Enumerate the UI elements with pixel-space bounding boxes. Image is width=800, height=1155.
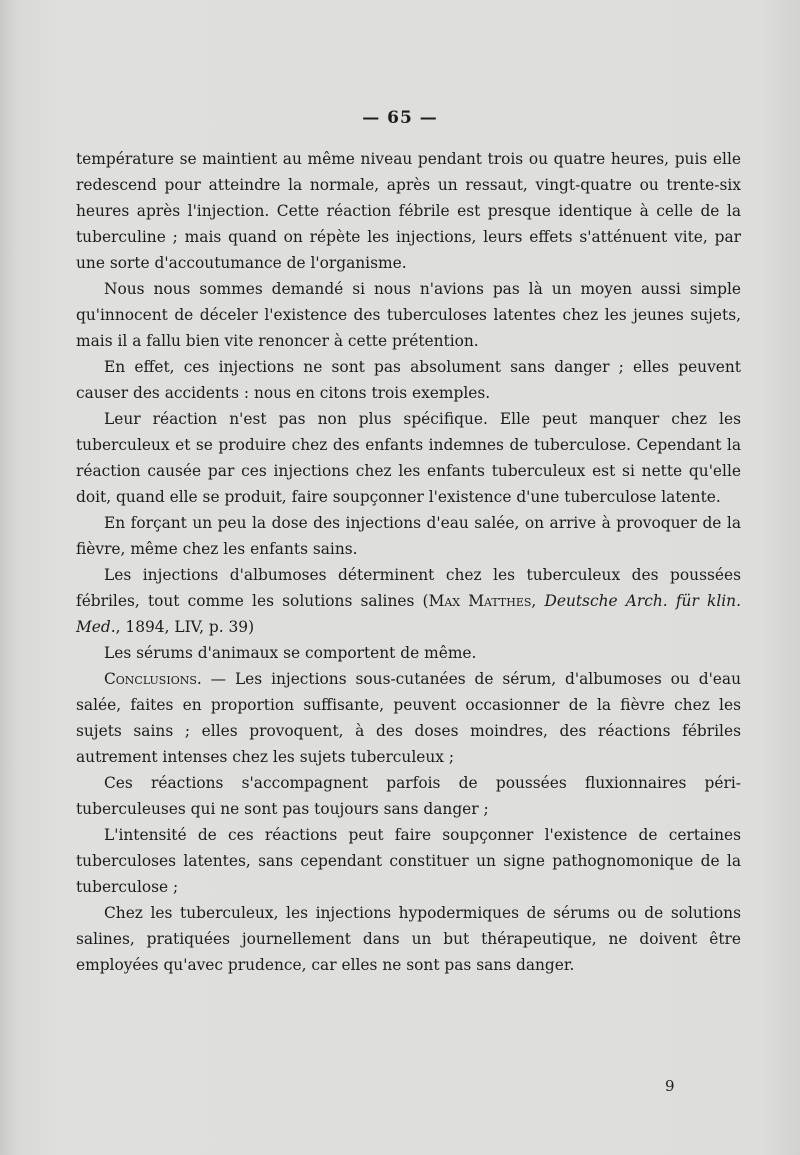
citation-comma: , <box>531 592 545 610</box>
conclusions-text: — Les injections sous-cutanées de sérum, d'albumoses ou d'eau salée, faites en proportion suffisante, peuvent occasionner de la fièvre chez les sujets sains ; elles provoquent, à des doses moindres, des réactions fébriles autrement intenses chez les sujets tuberculeux ; <box>76 670 741 766</box>
paragraph-albumoses <box>76 562 741 640</box>
paragraph-continuation: température se maintient au même niveau pendant trois ou quatre heures, puis elle redescend pour atteindre la normale, après un ressaut, vingt-quatre ou trente-six heures après l'injection. Cette réaction fébrile est presque identique à celle de la tuberculine ; mais quand on répète les injections, leurs effets s'atténuent vite, par une sorte d'accoutumance de l'organisme. <box>76 150 741 272</box>
paragraph-specificity: Leur réaction n'est pas non plus spécifique. Elle peut manquer chez les tuberculeux et se produire chez des enfants indemnes de tuberculose. Cependant la réaction causée par ces injections chez les enfants tuberculeux est si nette qu'elle doit, quand elle se produit, faire soupçonner l'existence d'une tuberculose latente. <box>76 410 741 506</box>
paragraph-serums: Les sérums d'animaux se comportent de même. <box>104 644 477 662</box>
paragraph-latent-tuberculosis: Nous nous sommes demandé si nous n'avions pas là un moyen aussi simple qu'innocent de déceler l'existence des tuberculoses latentes chez les jeunes sujets, mais il a fallu bien vite renoncer à cette prétention. <box>76 280 741 350</box>
paragraph-danger: En effet, ces injections ne sont pas absolument sans danger ; elles peuvent causer des accidents : nous en citons trois exemples. <box>76 358 741 402</box>
paragraph-fluxion: Ces réactions s'accompagnent parfois de poussées fluxionnaires péri-tuberculeuses qui ne sont pas toujours sans danger ; <box>76 774 741 818</box>
signature-number: 9 <box>665 1077 675 1095</box>
body-text <box>76 146 741 978</box>
conclusions-label: Conclusions. <box>104 670 202 688</box>
paragraph-intensity: L'intensité de ces réactions peut faire soupçonner l'existence de certaines tuberculoses latentes, sans cependant constituer un signe pathognomonique de la tuberculose ; <box>76 826 741 896</box>
paragraph-salt-water: En forçant un peu la dose des injections d'eau salée, on arrive à provoquer de la fièvre, même chez les enfants sains. <box>76 514 741 558</box>
citation-author: Max Matthes <box>428 592 532 610</box>
paragraph-therapeutic: Chez les tuberculeux, les injections hypodermiques de sérums ou de solutions salines, pratiquées journellement dans un but thérapeutique, ne doivent être employées qu'avec prudence, car elles ne sont pas sans danger. <box>76 904 741 974</box>
citation-journal: Deutsche Arch. für klin. Med. <box>76 592 741 636</box>
albumoses-text: Les injections d'albumoses déterminent chez les tuberculeux des poussées fébriles, tout comme les solutions salines ( <box>76 566 741 610</box>
paragraph-conclusions <box>76 666 741 770</box>
page-number: — 65 — <box>362 108 438 128</box>
citation-reference: , 1894, LIV, p. 39) <box>115 618 255 636</box>
